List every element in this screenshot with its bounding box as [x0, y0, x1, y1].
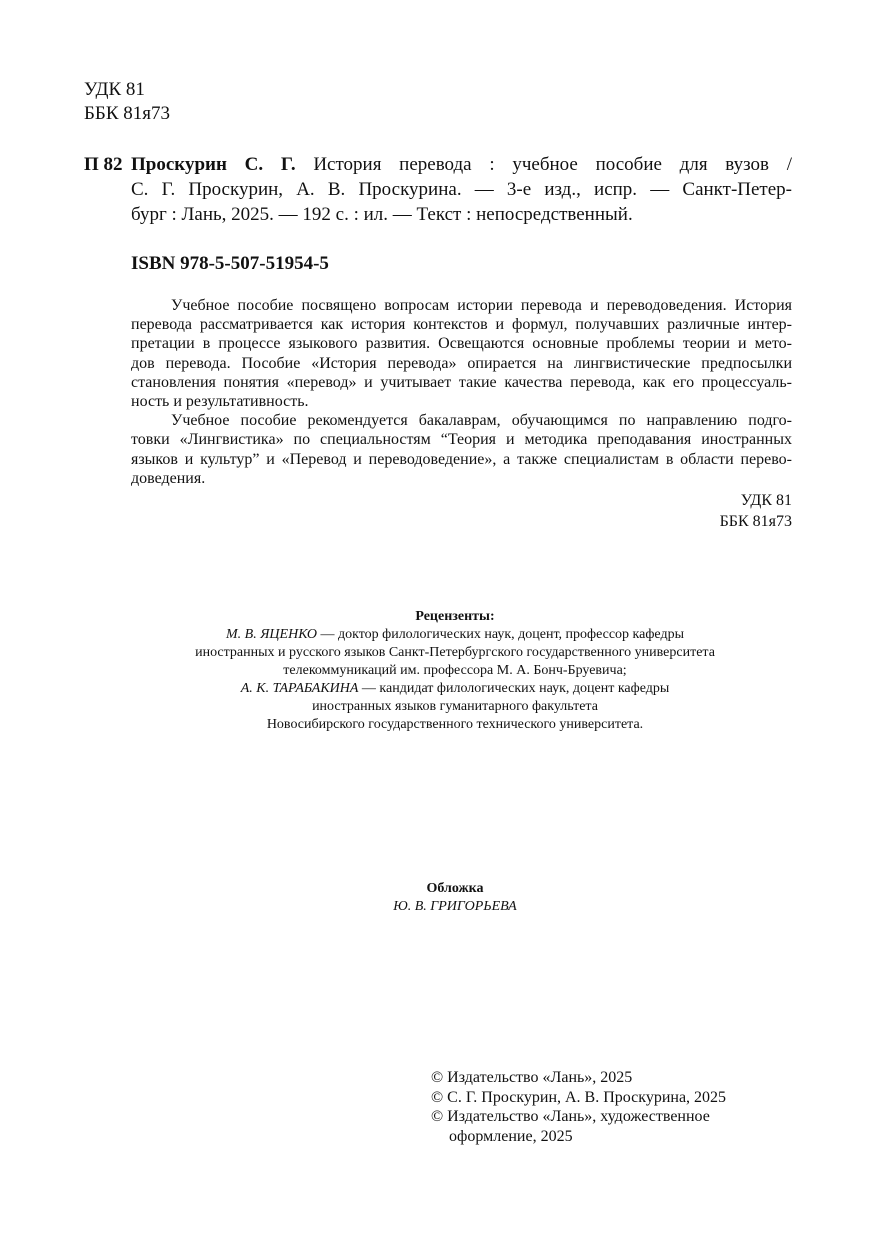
bbk-code: ББК 81я73 — [84, 103, 170, 124]
reviewer-1-name: М. В. ЯЦЕНКО — [226, 627, 317, 642]
reviewer-2-title: — кандидат филологических наук, доцент кафедры — [358, 681, 670, 696]
abstract-p2-line: доведения. — [131, 469, 206, 487]
cover-heading: Обложка — [426, 881, 484, 896]
reviewer-2 — [130, 680, 780, 698]
copyright-line: © Издательство «Лань», 2025 — [431, 1069, 633, 1086]
udk-code: УДК 81 — [740, 492, 792, 509]
reviewer-2-line: Новосибирского государственного технического университета. — [266, 717, 644, 732]
abstract-p2-line: товки «Лингвистика» по специальностям “Теория и методика преподавания иностранных — [131, 431, 792, 449]
copyright-line: © Издательство «Лань», художественное — [431, 1108, 710, 1125]
reviewer-1-line: иностранных и русского языков Санкт-Петербургского государственного университета — [195, 645, 715, 660]
abstract-p1-line: претации в процессе языкового развития. Освещаются основные проблемы теории и мето- — [131, 335, 792, 353]
abstract-p1-line: Учебное пособие посвящено вопросам истории перевода и переводоведения. История — [171, 297, 792, 314]
abstract-p2-line: Учебное пособие рекомендуется бакалаврам, обучающимся по направлению подго- — [171, 412, 792, 430]
reviewers-heading: Рецензенты: — [415, 609, 495, 624]
reviewer-1-title: — доктор филологических наук, доцент, профессор кафедры — [316, 627, 684, 642]
classification-codes-bottom — [720, 490, 792, 532]
abstract-p1-line: дов перевода. Пособие «История перевода» опирается на лингвистические предпосылки — [131, 354, 792, 372]
bbk-code: ББК 81я73 — [719, 513, 792, 530]
copyright-block — [431, 1068, 726, 1146]
copyright-line: © С. Г. Проскурин, А. В. Проскурина, 2025 — [431, 1088, 727, 1106]
entry-title-text: История перевода : учебное пособие для вузов / — [295, 154, 792, 175]
classification-codes-top — [84, 78, 170, 126]
udk-code: УДК 81 — [84, 79, 145, 100]
reviewer-2-name: А. К. ТАРАБАКИНА — [240, 681, 359, 696]
cover-credit — [130, 880, 780, 916]
cover-designer: Ю. В. ГРИГОРЬЕВА — [393, 899, 517, 914]
entry-line-1 — [131, 152, 792, 177]
reviewers-block — [130, 608, 780, 734]
entry-line-2: С. Г. Проскурин, А. В. Проскурина. — 3-е изд., испр. — Санкт-Петер- — [131, 179, 792, 200]
abstract-p1-line: ность и результативность. — [131, 393, 309, 411]
abstract-p1-line: становления понятия «перевод» и учитывает такие качества перевода, как его процессуаль- — [131, 373, 792, 391]
bibliographic-entry — [131, 152, 792, 227]
abstract-p2-line: языков и культур” и «Перевод и переводоведение», а также специалистам в области перево- — [131, 450, 792, 468]
reviewer-2-line: иностранных языков гуманитарного факультета — [312, 699, 598, 714]
entry-author: Проскурин С. Г. — [131, 154, 296, 175]
library-entry-code: П 82 — [84, 154, 123, 175]
reviewer-1 — [130, 626, 780, 644]
entry-line-3: бург : Лань, 2025. — 192 с. : ил. — Текст : непосредственный. — [131, 204, 633, 225]
isbn: ISBN 978-5-507-51954-5 — [131, 253, 329, 274]
copyright-line-continuation: оформление, 2025 — [449, 1127, 573, 1145]
reviewer-1-line: телекоммуникаций им. профессора М. А. Бонч-Бруевича; — [283, 663, 627, 678]
abstract-p1-line: перевода рассматривается как история контекстов и формул, получавших различные интер- — [131, 316, 792, 334]
abstract — [131, 296, 792, 488]
